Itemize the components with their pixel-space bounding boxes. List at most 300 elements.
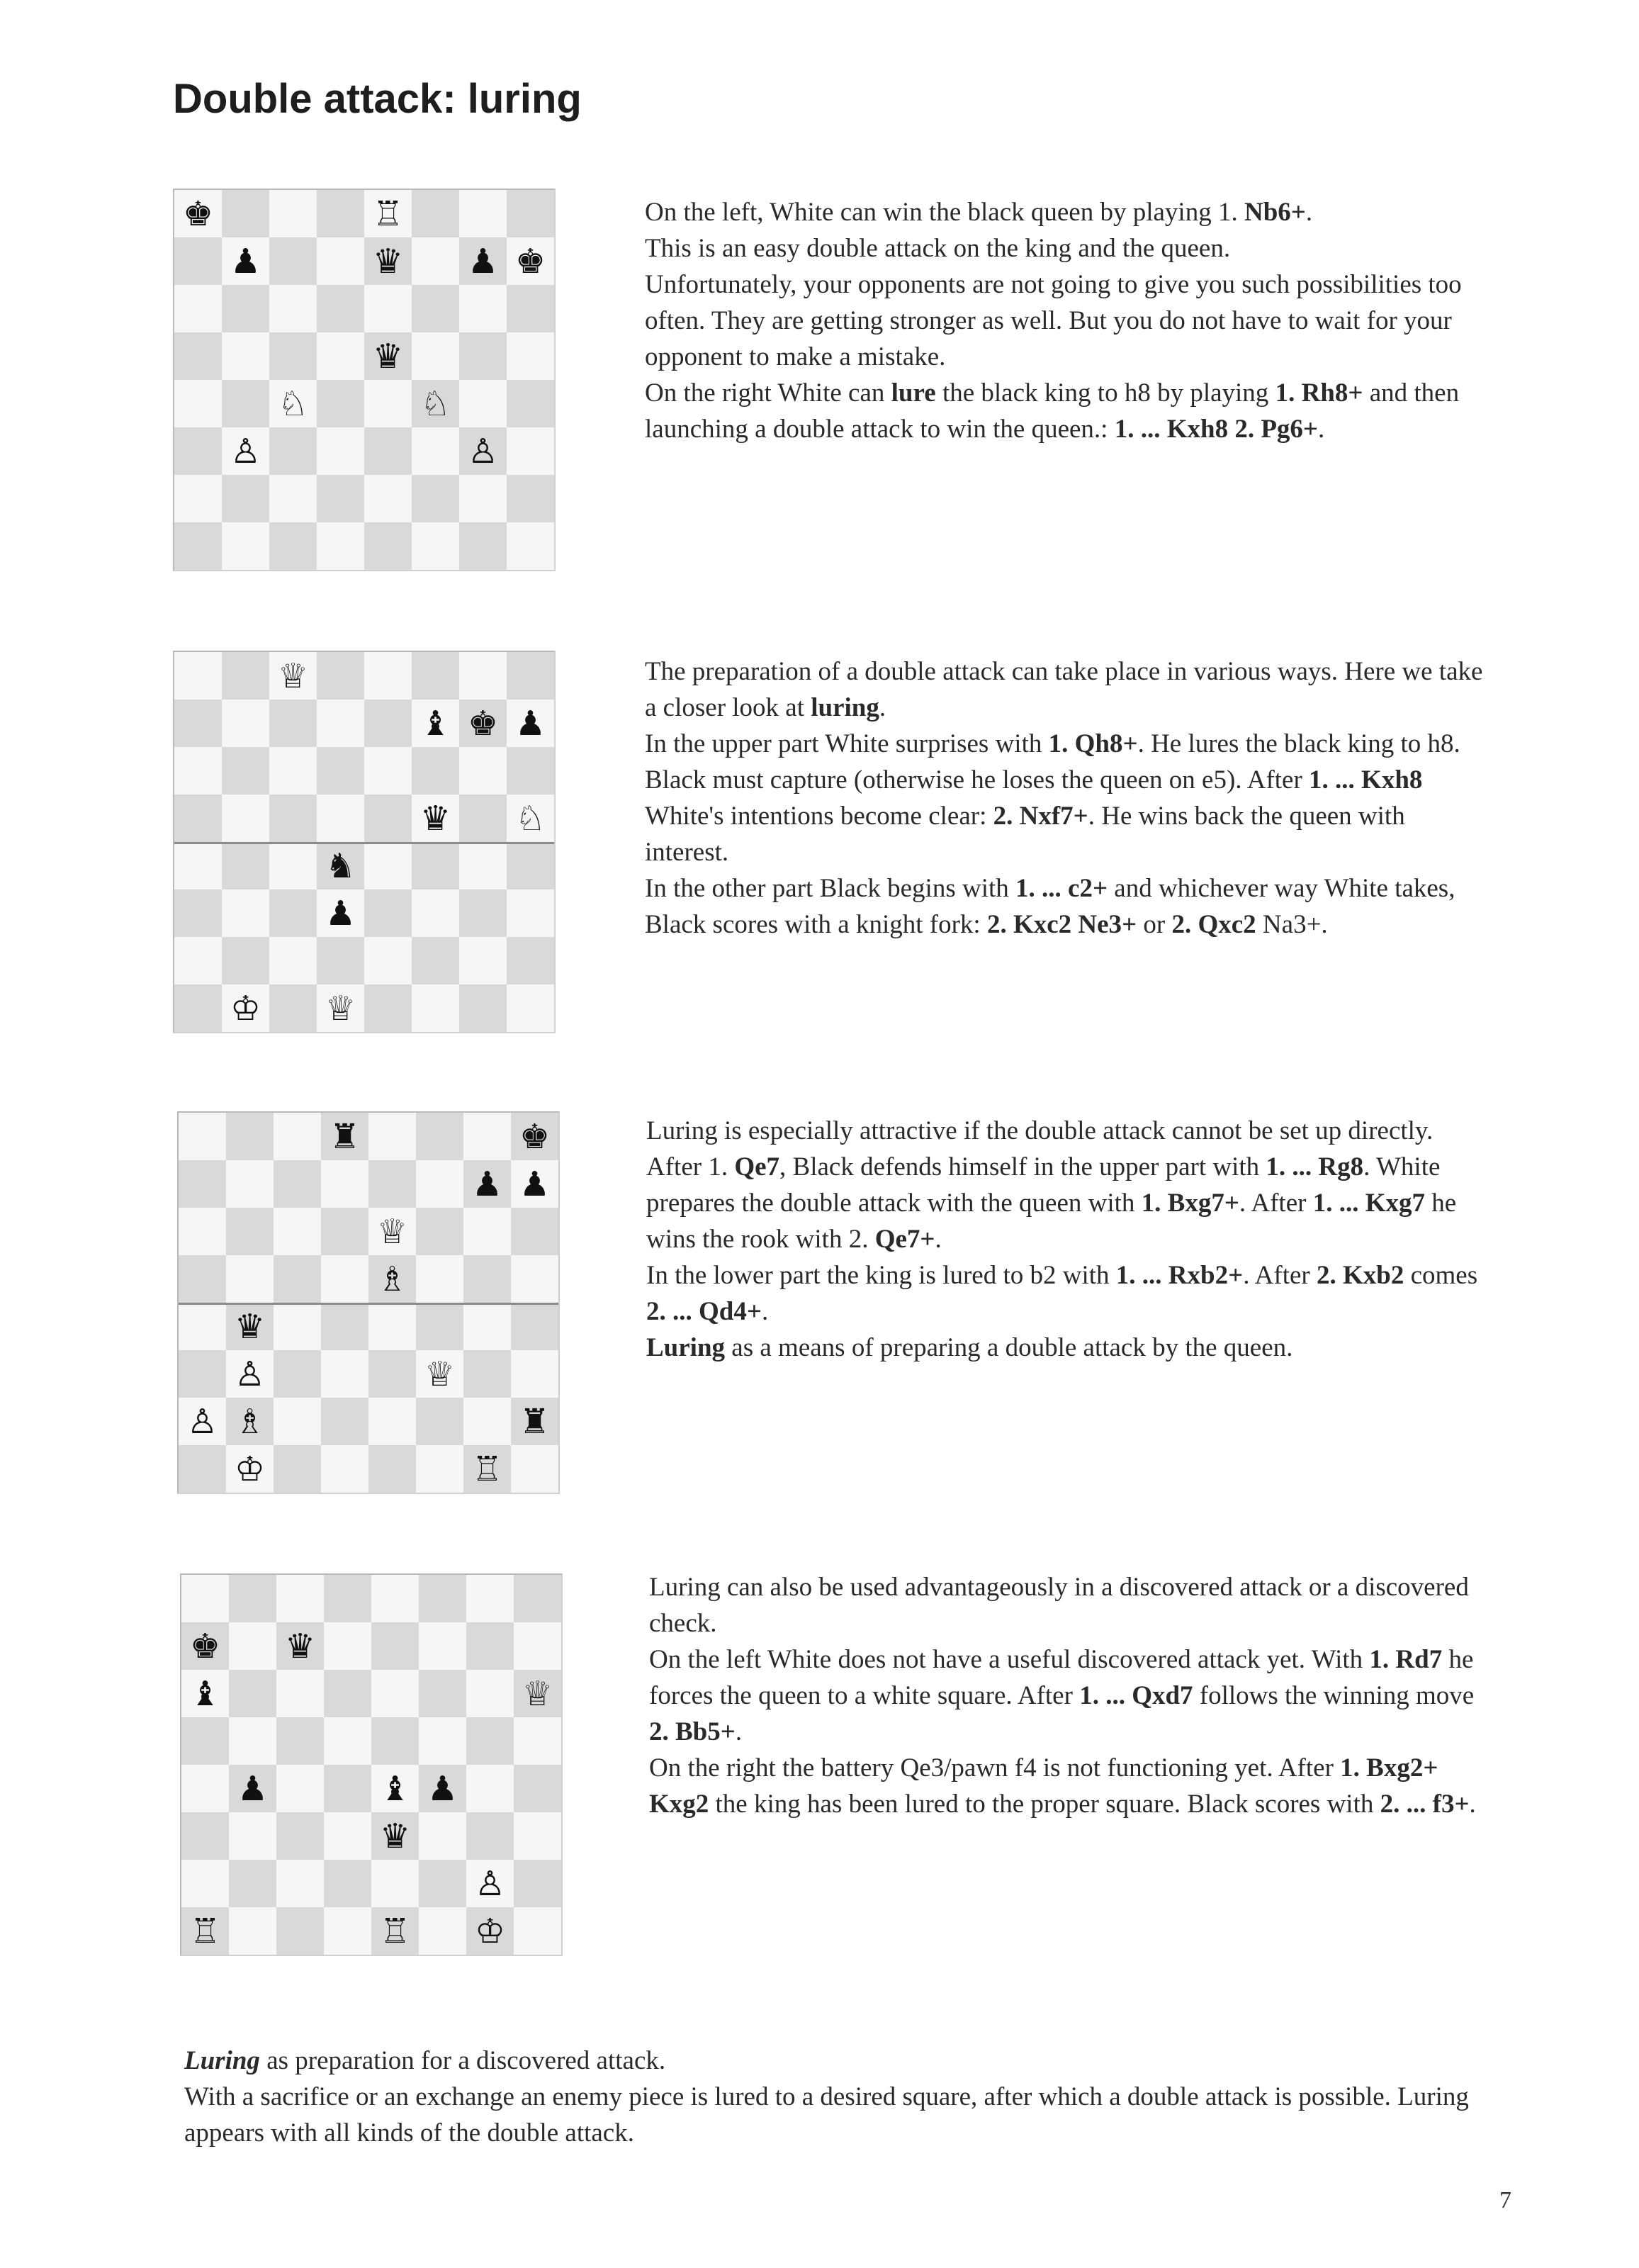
- board-square: [229, 1812, 276, 1860]
- summary-line-2: With a sacrifice or an exchange an enemy piece is lured to a desired square, after which a double attack is possible. Luring appears with all kinds of the double attack.: [184, 2082, 1469, 2148]
- board-square: [419, 1765, 466, 1812]
- board-square: [507, 285, 554, 332]
- board-square: [269, 190, 317, 237]
- black-queen-icon: ♛: [234, 1306, 266, 1347]
- board-square: [511, 1350, 558, 1398]
- summary-note: [184, 2043, 1531, 2151]
- board-square: [364, 380, 412, 427]
- paragraph-block-3: [646, 1113, 1497, 1366]
- text-run: or: [1137, 910, 1172, 939]
- board-square: [507, 522, 554, 570]
- board-square: [226, 1398, 274, 1445]
- black-pawn-icon: ♟: [237, 1768, 269, 1809]
- board-square: [222, 700, 269, 747]
- black-queen-icon: ♛: [372, 336, 404, 376]
- board-square: [419, 1860, 466, 1907]
- board-square: [229, 1622, 276, 1670]
- board-square: [459, 332, 507, 380]
- white-pawn-icon: ♙: [467, 431, 499, 471]
- board-square: [269, 332, 317, 380]
- board-square: [222, 842, 269, 889]
- move-notation: Luring: [646, 1333, 726, 1362]
- text-run: . White prepares the double attack with the queen with: [646, 1152, 1441, 1218]
- board-square: [514, 1622, 561, 1670]
- move-notation: Qe7+: [874, 1225, 935, 1254]
- board-square: [317, 795, 364, 842]
- board-square: [507, 332, 554, 380]
- paragraph: [649, 1750, 1499, 1822]
- text-run: Luring is especially attractive if the double attack cannot be set up directly.: [646, 1116, 1434, 1145]
- board-square: [511, 1160, 558, 1208]
- board-square: [459, 285, 507, 332]
- board-square: [317, 237, 364, 285]
- white-bishop-icon: ♗: [376, 1259, 408, 1299]
- text-run: On the right the battery Qe3/pawn f4 is not functioning yet. After: [649, 1753, 1341, 1783]
- white-pawn-icon: ♙: [234, 1354, 266, 1394]
- board-square: [324, 1575, 371, 1622]
- move-notation: lure: [891, 378, 936, 408]
- board-square: [459, 795, 507, 842]
- board-square: [226, 1445, 274, 1493]
- summary-line-1-text: as preparation for a discovered attack.: [259, 2046, 666, 2075]
- board-square: [317, 842, 364, 889]
- paragraph: [645, 653, 1495, 726]
- board-square: [412, 747, 459, 795]
- board-square: [514, 1907, 561, 1955]
- chess-diagram-2: [173, 651, 556, 1033]
- board-square: [412, 937, 459, 984]
- board-square: [269, 700, 317, 747]
- board-square: [368, 1255, 416, 1303]
- board-square: [229, 1907, 276, 1955]
- board-square: [412, 380, 459, 427]
- white-rook-icon: ♖: [189, 1911, 221, 1951]
- board-square: [459, 937, 507, 984]
- board-square: [317, 285, 364, 332]
- board-square: [463, 1160, 511, 1208]
- board-square: [226, 1255, 274, 1303]
- board-square: [412, 190, 459, 237]
- board-square: [269, 795, 317, 842]
- move-notation: luring: [811, 693, 879, 722]
- board-square: [222, 475, 269, 522]
- board-square: [463, 1303, 511, 1350]
- board-square: [321, 1255, 368, 1303]
- move-notation: 1. Rh8+: [1275, 378, 1363, 408]
- text-run: , Black defends himself in the upper part with: [779, 1152, 1266, 1181]
- text-run: On the left White does not have a useful discovered attack yet. With: [649, 1645, 1370, 1674]
- text-run: as a means of preparing a double attack by the queen.: [725, 1333, 1293, 1362]
- paragraph: [645, 230, 1495, 266]
- paragraph: [645, 870, 1495, 943]
- black-queen-icon: ♛: [379, 1816, 411, 1856]
- board-square: [511, 1208, 558, 1255]
- text-run: After 1.: [646, 1152, 735, 1181]
- paragraph: [645, 726, 1495, 870]
- board-square: [507, 652, 554, 700]
- board-square: [276, 1812, 324, 1860]
- white-queen-icon: ♕: [325, 988, 356, 1028]
- board-square: [222, 285, 269, 332]
- board-square: [466, 1907, 514, 1955]
- paragraph: [646, 1149, 1497, 1257]
- board-square: [174, 427, 222, 475]
- text-run: White's intentions become clear:: [645, 802, 993, 831]
- board-square: [174, 380, 222, 427]
- board-square: [412, 795, 459, 842]
- move-notation: 1. Rd7: [1369, 1645, 1443, 1674]
- board-square: [459, 700, 507, 747]
- board-square: [269, 237, 317, 285]
- board-square: [514, 1765, 561, 1812]
- black-pawn-icon: ♟: [230, 241, 261, 281]
- board-square: [222, 332, 269, 380]
- board-square: [507, 937, 554, 984]
- page-number: 7: [1499, 2187, 1511, 2213]
- board-square: [179, 1303, 226, 1350]
- black-knight-icon: ♞: [325, 846, 356, 886]
- board-square: [222, 652, 269, 700]
- black-rook-icon: ♜: [329, 1116, 361, 1157]
- paragraph: [646, 1330, 1497, 1366]
- move-notation: Qe7: [734, 1152, 780, 1181]
- text-run: Na3+.: [1256, 910, 1328, 939]
- move-notation: 2. ... f3+: [1380, 1790, 1470, 1819]
- board-square: [364, 795, 412, 842]
- board-square: [364, 747, 412, 795]
- board-square: [222, 984, 269, 1032]
- board-square: [412, 427, 459, 475]
- board-square: [226, 1350, 274, 1398]
- board-square: [226, 1160, 274, 1208]
- black-king-icon: ♚: [519, 1116, 551, 1157]
- board-square: [412, 475, 459, 522]
- board-square: [419, 1907, 466, 1955]
- board-square: [276, 1765, 324, 1812]
- text-run: .: [1305, 198, 1313, 227]
- board-square: [412, 285, 459, 332]
- black-pawn-icon: ♟: [519, 1164, 551, 1204]
- board-square: [174, 332, 222, 380]
- board-square: [179, 1350, 226, 1398]
- diagram-separator: [174, 842, 554, 844]
- board-square: [507, 795, 554, 842]
- board-square: [181, 1622, 229, 1670]
- board-square: [324, 1907, 371, 1955]
- text-run: the king has been lured to the proper square. Black scores with: [709, 1790, 1380, 1819]
- board-square: [371, 1765, 419, 1812]
- board-square: [317, 700, 364, 747]
- board-square: [364, 842, 412, 889]
- board-square: [416, 1445, 463, 1493]
- text-run: In the upper part White surprises with: [645, 729, 1049, 758]
- board-square: [371, 1860, 419, 1907]
- board-square: [459, 427, 507, 475]
- text-run: In the lower part the king is lured to b2 with: [646, 1261, 1116, 1290]
- board-square: [229, 1575, 276, 1622]
- board-square: [269, 475, 317, 522]
- move-notation: 1. ... Rg8: [1266, 1152, 1364, 1181]
- paragraph: [645, 375, 1495, 447]
- white-king-icon: ♔: [234, 1449, 266, 1489]
- text-run: he forces the queen to a white square. After: [649, 1645, 1474, 1710]
- board-square: [321, 1303, 368, 1350]
- move-notation: 1. ... Qxd7: [1079, 1681, 1193, 1710]
- board-square: [321, 1113, 368, 1160]
- board-square: [324, 1765, 371, 1812]
- paragraph: [645, 194, 1495, 230]
- board-square: [412, 984, 459, 1032]
- board-square: [364, 427, 412, 475]
- board-square: [364, 190, 412, 237]
- board-square: [416, 1350, 463, 1398]
- board-square: [324, 1670, 371, 1717]
- board-square: [222, 427, 269, 475]
- board-square: [181, 1717, 229, 1765]
- board-square: [412, 652, 459, 700]
- board-square: [466, 1575, 514, 1622]
- board-square: [416, 1208, 463, 1255]
- board-square: [324, 1622, 371, 1670]
- text-run: comes: [1404, 1261, 1478, 1290]
- board-square: [507, 842, 554, 889]
- board-square: [222, 237, 269, 285]
- black-pawn-icon: ♟: [514, 703, 546, 743]
- board-square: [174, 475, 222, 522]
- board-square: [364, 652, 412, 700]
- white-knight-icon: ♘: [514, 798, 546, 838]
- chess-diagram-1: [173, 189, 556, 571]
- board-square: [179, 1113, 226, 1160]
- board-square: [459, 475, 507, 522]
- board-square: [459, 984, 507, 1032]
- board-square: [174, 285, 222, 332]
- board-square: [229, 1717, 276, 1765]
- board-square: [276, 1575, 324, 1622]
- board-square: [416, 1160, 463, 1208]
- paragraph: [649, 1569, 1499, 1641]
- board-square: [274, 1445, 321, 1493]
- board-square: [459, 652, 507, 700]
- move-notation: Nb6+: [1244, 198, 1306, 227]
- board-square: [416, 1255, 463, 1303]
- board-square: [269, 652, 317, 700]
- board-square: [274, 1303, 321, 1350]
- move-notation: 1. Bxg2+ Kxg2: [649, 1753, 1438, 1819]
- black-pawn-icon: ♟: [427, 1768, 458, 1809]
- summary-lead: Luring: [184, 2046, 260, 2075]
- move-notation: 2. Kxc2 Ne3+: [986, 910, 1137, 939]
- board-square: [317, 522, 364, 570]
- black-king-icon: ♚: [182, 193, 214, 234]
- white-pawn-icon: ♙: [474, 1863, 506, 1904]
- board-square: [371, 1575, 419, 1622]
- white-rook-icon: ♖: [471, 1449, 503, 1489]
- board-square: [269, 427, 317, 475]
- chess-diagram-3: [177, 1111, 560, 1494]
- board-square: [317, 652, 364, 700]
- black-queen-icon: ♛: [419, 798, 451, 838]
- text-run: . After: [1239, 1189, 1313, 1218]
- board-square: [269, 285, 317, 332]
- board-square: [222, 795, 269, 842]
- board-square: [222, 747, 269, 795]
- board-square: [269, 937, 317, 984]
- white-queen-icon: ♕: [424, 1354, 456, 1394]
- board-square: [222, 937, 269, 984]
- board-square: [364, 285, 412, 332]
- board-square: [317, 747, 364, 795]
- move-notation: 1. ... Rxb2+: [1115, 1261, 1244, 1290]
- board-square: [181, 1670, 229, 1717]
- board-square: [364, 700, 412, 747]
- board-square: [181, 1575, 229, 1622]
- board-square: [463, 1398, 511, 1445]
- move-notation: 2. Kxb2: [1316, 1261, 1404, 1290]
- board-square: [466, 1812, 514, 1860]
- board-square: [511, 1398, 558, 1445]
- board-square: [174, 522, 222, 570]
- board-square: [179, 1255, 226, 1303]
- board-square: [321, 1160, 368, 1208]
- text-run: .: [935, 1225, 942, 1254]
- text-run: . After: [1243, 1261, 1317, 1290]
- white-rook-icon: ♖: [379, 1911, 411, 1951]
- board-square: [507, 747, 554, 795]
- board-square: [368, 1445, 416, 1493]
- board-square: [229, 1860, 276, 1907]
- board-square: [317, 937, 364, 984]
- board-square: [371, 1622, 419, 1670]
- board-square: [317, 190, 364, 237]
- summary-line-1: [184, 2043, 1531, 2079]
- board-square: [174, 237, 222, 285]
- page-title: Double attack: luring: [173, 76, 582, 122]
- board-square: [419, 1812, 466, 1860]
- board-square: [269, 984, 317, 1032]
- board-square: [174, 795, 222, 842]
- board-square: [419, 1717, 466, 1765]
- black-pawn-icon: ♟: [467, 241, 499, 281]
- board-square: [459, 889, 507, 937]
- board-square: [419, 1670, 466, 1717]
- board-square: [269, 522, 317, 570]
- text-run: This is an easy double attack on the king and the queen.: [645, 234, 1231, 263]
- board-square: [459, 522, 507, 570]
- board-square: [514, 1575, 561, 1622]
- white-queen-icon: ♕: [277, 656, 309, 696]
- text-run: . He lures the black king to h8. Black must capture (otherwise he loses the queen on e5). After: [645, 729, 1460, 795]
- board-square: [463, 1445, 511, 1493]
- board-square: [463, 1208, 511, 1255]
- board-square: [507, 237, 554, 285]
- board-square: [276, 1907, 324, 1955]
- board-square: [368, 1303, 416, 1350]
- board-square: [229, 1670, 276, 1717]
- white-pawn-icon: ♙: [230, 431, 261, 471]
- text-run: .: [1318, 415, 1325, 444]
- white-knight-icon: ♘: [419, 383, 451, 424]
- board-square: [179, 1208, 226, 1255]
- board-square: [507, 700, 554, 747]
- board-square: [321, 1208, 368, 1255]
- paragraph: [646, 1257, 1497, 1330]
- move-notation: 2. Nxf7+: [993, 802, 1088, 831]
- text-run: and then launching a double attack to win the queen.:: [645, 378, 1460, 444]
- board-square: [181, 1860, 229, 1907]
- board-square: [222, 889, 269, 937]
- board-square: [412, 332, 459, 380]
- black-queen-icon: ♛: [284, 1626, 316, 1666]
- black-bishop-icon: ♝: [379, 1768, 411, 1809]
- board-square: [507, 475, 554, 522]
- text-run: On the left, White can win the black queen by playing 1.: [645, 198, 1244, 227]
- board-square: [466, 1860, 514, 1907]
- board-square: [511, 1113, 558, 1160]
- black-rook-icon: ♜: [519, 1401, 551, 1442]
- board-square: [317, 380, 364, 427]
- board-square: [416, 1398, 463, 1445]
- board-square: [276, 1860, 324, 1907]
- board-square: [276, 1622, 324, 1670]
- board-square: [274, 1255, 321, 1303]
- board-square: [466, 1765, 514, 1812]
- board-square: [317, 332, 364, 380]
- move-notation: 2. Bb5+: [649, 1717, 736, 1746]
- white-knight-icon: ♘: [277, 383, 309, 424]
- board-square: [274, 1398, 321, 1445]
- text-run: he wins the rook with 2.: [646, 1189, 1457, 1254]
- board-square: [463, 1113, 511, 1160]
- board-square: [507, 190, 554, 237]
- white-rook-icon: ♖: [372, 193, 404, 234]
- board-square: [181, 1812, 229, 1860]
- board-square: [412, 237, 459, 285]
- move-notation: 1. ... Kxh8 2. Pg6+: [1114, 415, 1319, 444]
- board-square: [419, 1575, 466, 1622]
- paragraph-block-4: [649, 1569, 1499, 1822]
- black-bishop-icon: ♝: [419, 703, 451, 743]
- board-square: [226, 1303, 274, 1350]
- board-square: [321, 1350, 368, 1398]
- board-square: [317, 475, 364, 522]
- white-pawn-icon: ♙: [186, 1401, 218, 1442]
- board-square: [463, 1350, 511, 1398]
- black-pawn-icon: ♟: [471, 1164, 503, 1204]
- board-square: [514, 1670, 561, 1717]
- text-run: .: [1469, 1790, 1476, 1819]
- board-square: [324, 1717, 371, 1765]
- board-square: [371, 1907, 419, 1955]
- text-run: .: [735, 1717, 743, 1746]
- board-square: [269, 842, 317, 889]
- board-square: [466, 1670, 514, 1717]
- board-square: [514, 1812, 561, 1860]
- board-square: [368, 1350, 416, 1398]
- board-square: [179, 1160, 226, 1208]
- text-run: and whichever way White takes, Black scores with a knight fork:: [645, 874, 1455, 939]
- text-run: .: [761, 1297, 769, 1326]
- board-square: [507, 380, 554, 427]
- board-square: [174, 889, 222, 937]
- board-square: [412, 842, 459, 889]
- board-square: [179, 1398, 226, 1445]
- board-square: [412, 522, 459, 570]
- board-square: [274, 1208, 321, 1255]
- board-square: [321, 1398, 368, 1445]
- paragraph-block-2: [645, 653, 1495, 943]
- paragraph: [645, 266, 1495, 375]
